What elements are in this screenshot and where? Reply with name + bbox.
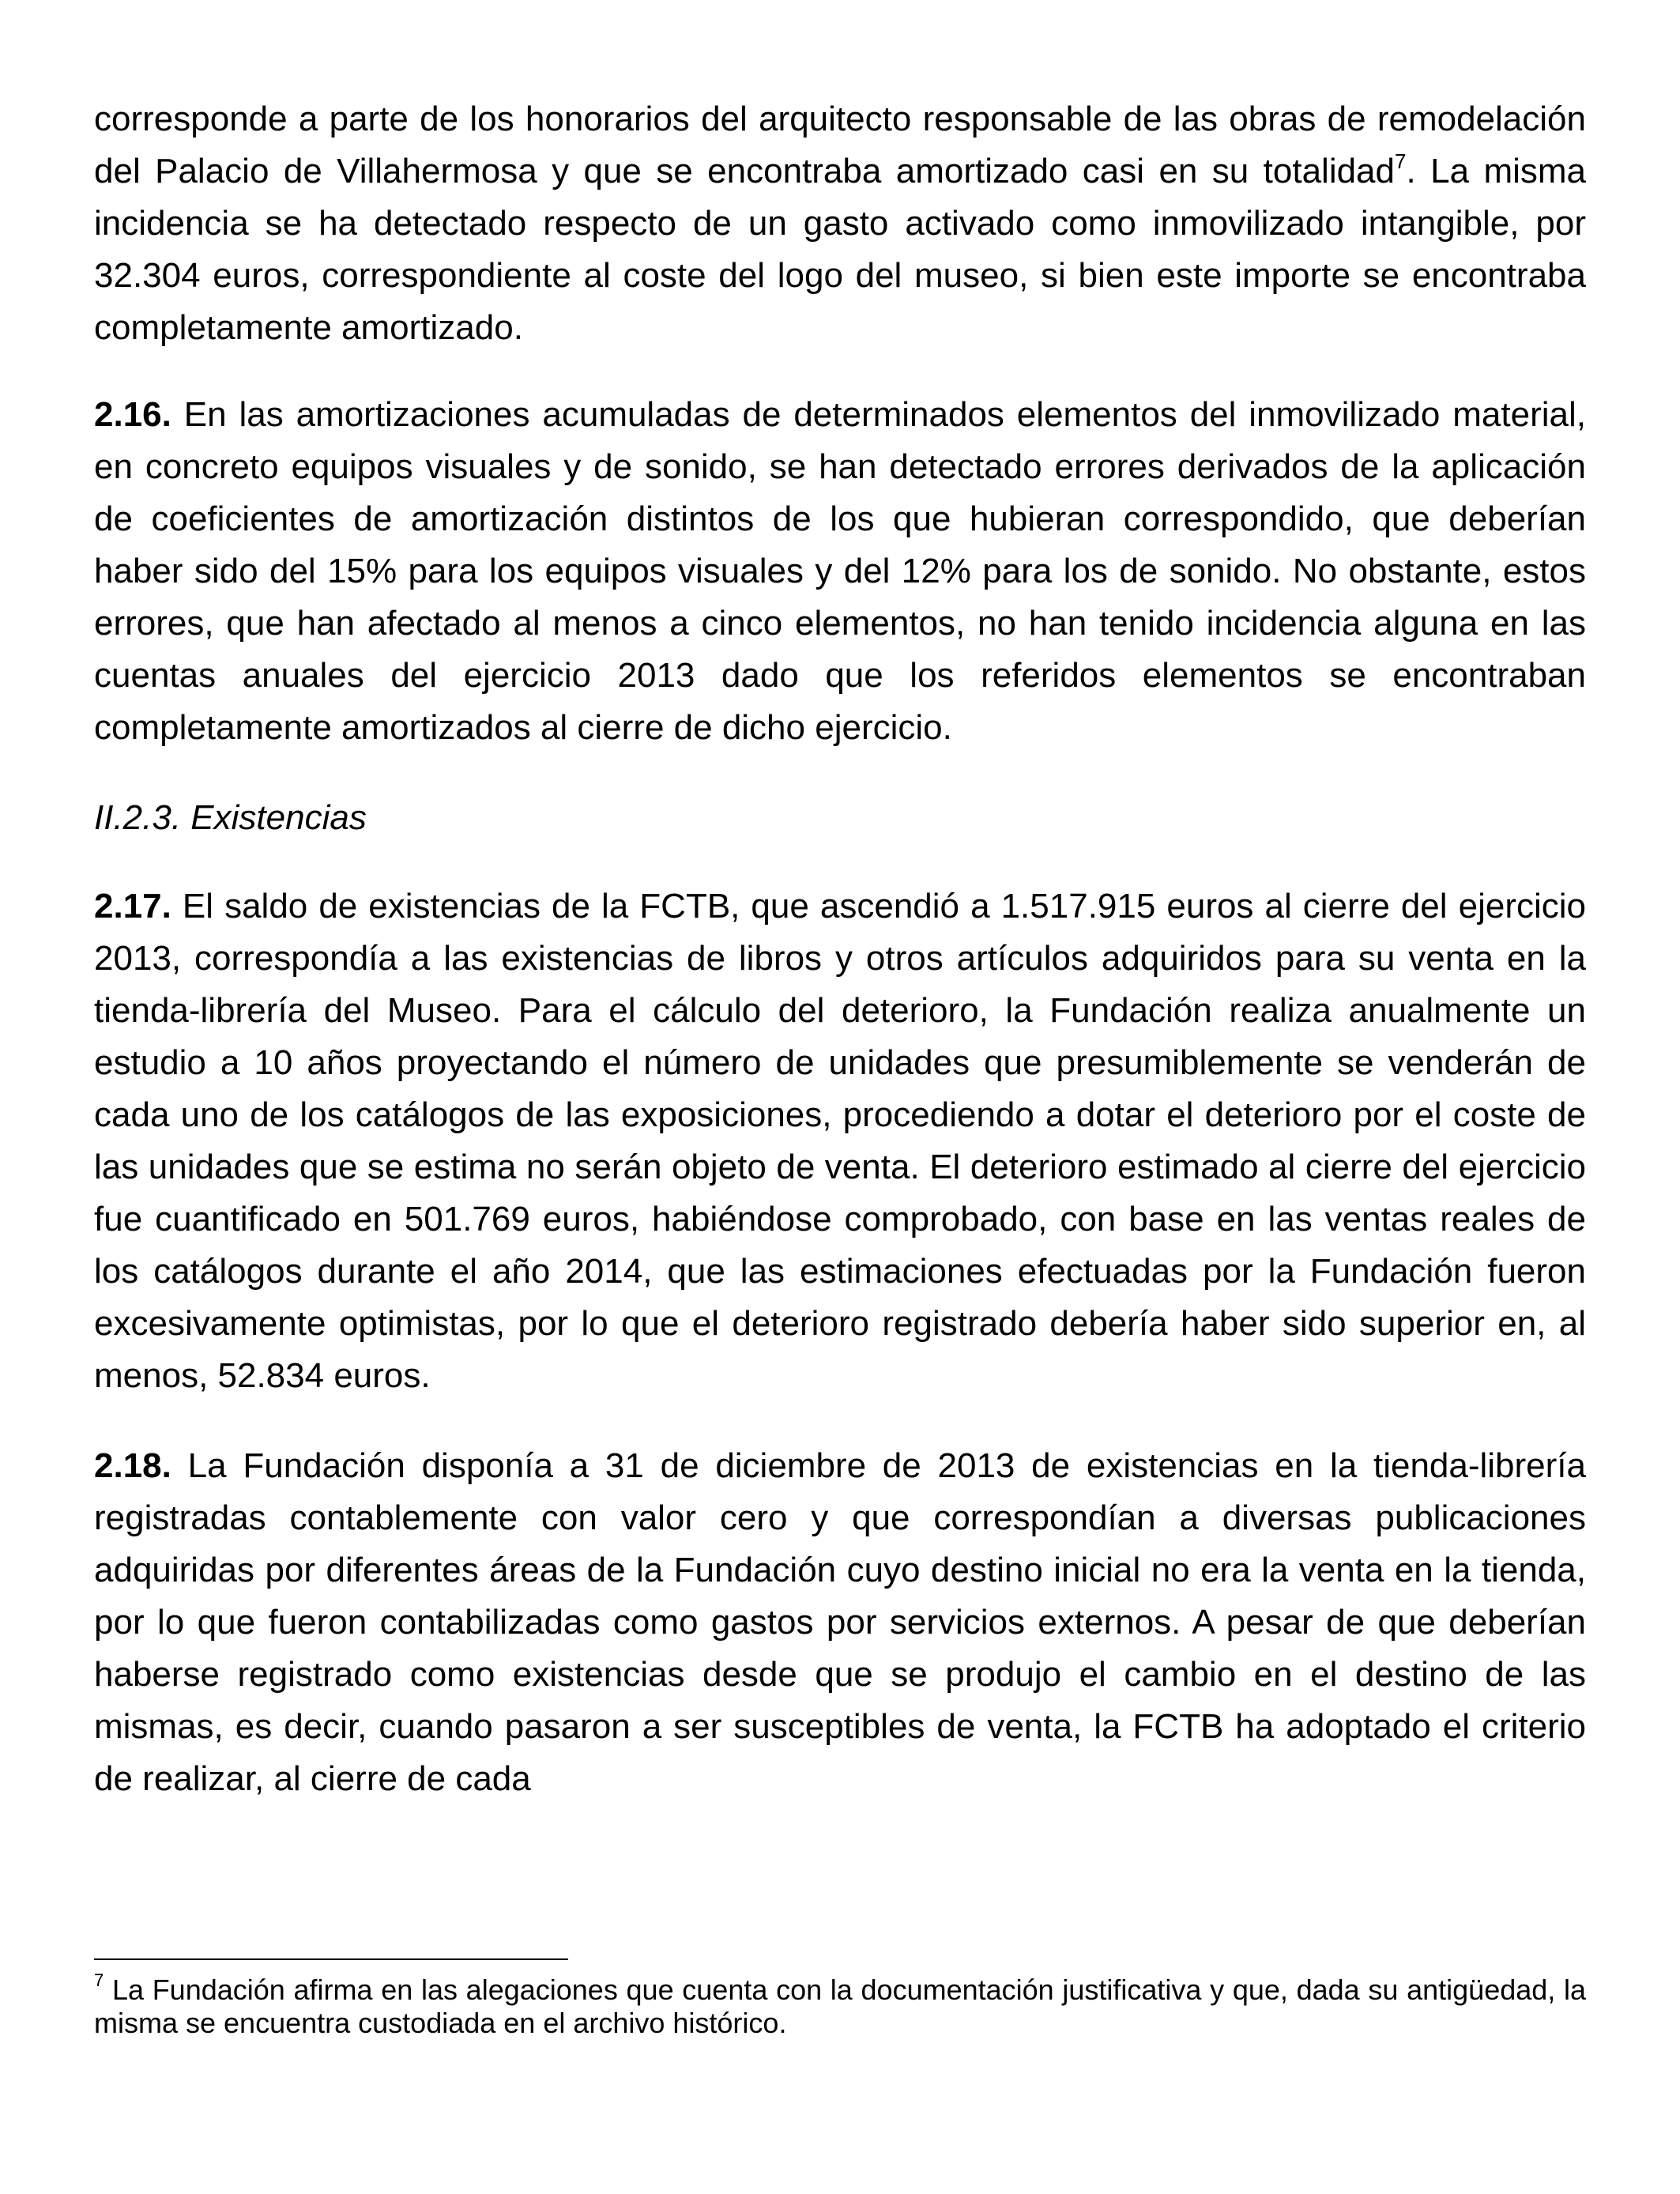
- paragraph-number: 2.18.: [94, 1446, 171, 1485]
- paragraph-2-18: [94, 1440, 1586, 1805]
- footnote-reference[interactable]: 7: [1395, 149, 1407, 174]
- footnote-number: 7: [94, 1970, 104, 1990]
- paragraph-continuation: [94, 93, 1586, 354]
- document-body: [94, 93, 1586, 1843]
- paragraph-text: En las amortizaciones acumuladas de determinados elementos del inmovilizado material, en concreto equipos visuales y de sonido, se han detectado errores derivados de la aplicación de coeficientes de amortización distintos de los que hubieran correspondido, que deberían haber sido del 15% para los equipos visuales y del 12% para los de sonido. No obstante, estos errores, que han afectado al menos a cinco elementos, no han tenido incidencia alguna en las cuentas anuales del ejercicio 2013 dado que los referidos elementos se encontraban completamente amortizados al cierre de dicho ejercicio.: [94, 395, 1586, 747]
- footnote-text: La Fundación afirma en las alegaciones que cuenta con la documentación justificativa y que, dada su antigüedad, la misma se encuentra custodiada en el archivo histórico.: [94, 1973, 1586, 2039]
- paragraph-2-16: [94, 389, 1586, 754]
- paragraph-text: corresponde a parte de los honorarios del arquitecto responsable de las obras de remodelación del Palacio de Villahermosa y que se encontraba amortizado casi en su totalidad: [94, 100, 1586, 190]
- footnote: [94, 1970, 1586, 2040]
- paragraph-2-17: [94, 880, 1586, 1402]
- paragraph-text: . La misma incidencia se ha detectado respecto de un gasto activado como inmovilizado intangible, por 32.304 euros, correspondiente al coste del logo del museo, si bien este importe se encontraba completamente amortizado.: [94, 152, 1586, 347]
- paragraph-text: La Fundación disponía a 31 de diciembre de 2013 de existencias en la tienda-librería registradas contablemente con valor cero y que correspondían a diversas publicaciones adquiridas por diferentes áreas de la Fundación cuyo destino inicial no era la venta en la tienda, por lo que fueron contabilizadas como gastos por servicios externos. A pesar de que deberían haberse registrado como existencias desde que se produjo el cambio en el destino de las mismas, es decir, cuando pasaron a ser susceptibles de venta, la FCTB ha adoptado el criterio de realizar, al cierre de cada: [94, 1446, 1586, 1798]
- paragraph-number: 2.16.: [94, 395, 171, 434]
- paragraph-number: 2.17.: [94, 887, 171, 925]
- footnote-separator: [94, 1958, 568, 1960]
- section-heading: II.2.3. Existencias: [94, 798, 367, 837]
- paragraph-text: El saldo de existencias de la FCTB, que ascendió a 1.517.915 euros al cierre del ejercicio 2013, correspondía a las existencias de libros y otros artículos adquiridos para su venta en la tienda-librería del Museo. Para el cálculo del deterioro, la Fundación realiza anualmente un estudio a 10 años proyectando el número de unidades que presumiblemente se venderán de cada uno de los catálogos de las exposiciones, procediendo a dotar el deterioro por el coste de las unidades que se estima no serán objeto de venta. El deterioro estimado al cierre del ejercicio fue cuantificado en 501.769 euros, habiéndose comprobado, con base en las ventas reales de los catálogos durante el año 2014, que las estimaciones efectuadas por la Fundación fueron excesivamente optimistas, por lo que el deterioro registrado debería haber sido superior en, al menos, 52.834 euros.: [94, 887, 1586, 1395]
